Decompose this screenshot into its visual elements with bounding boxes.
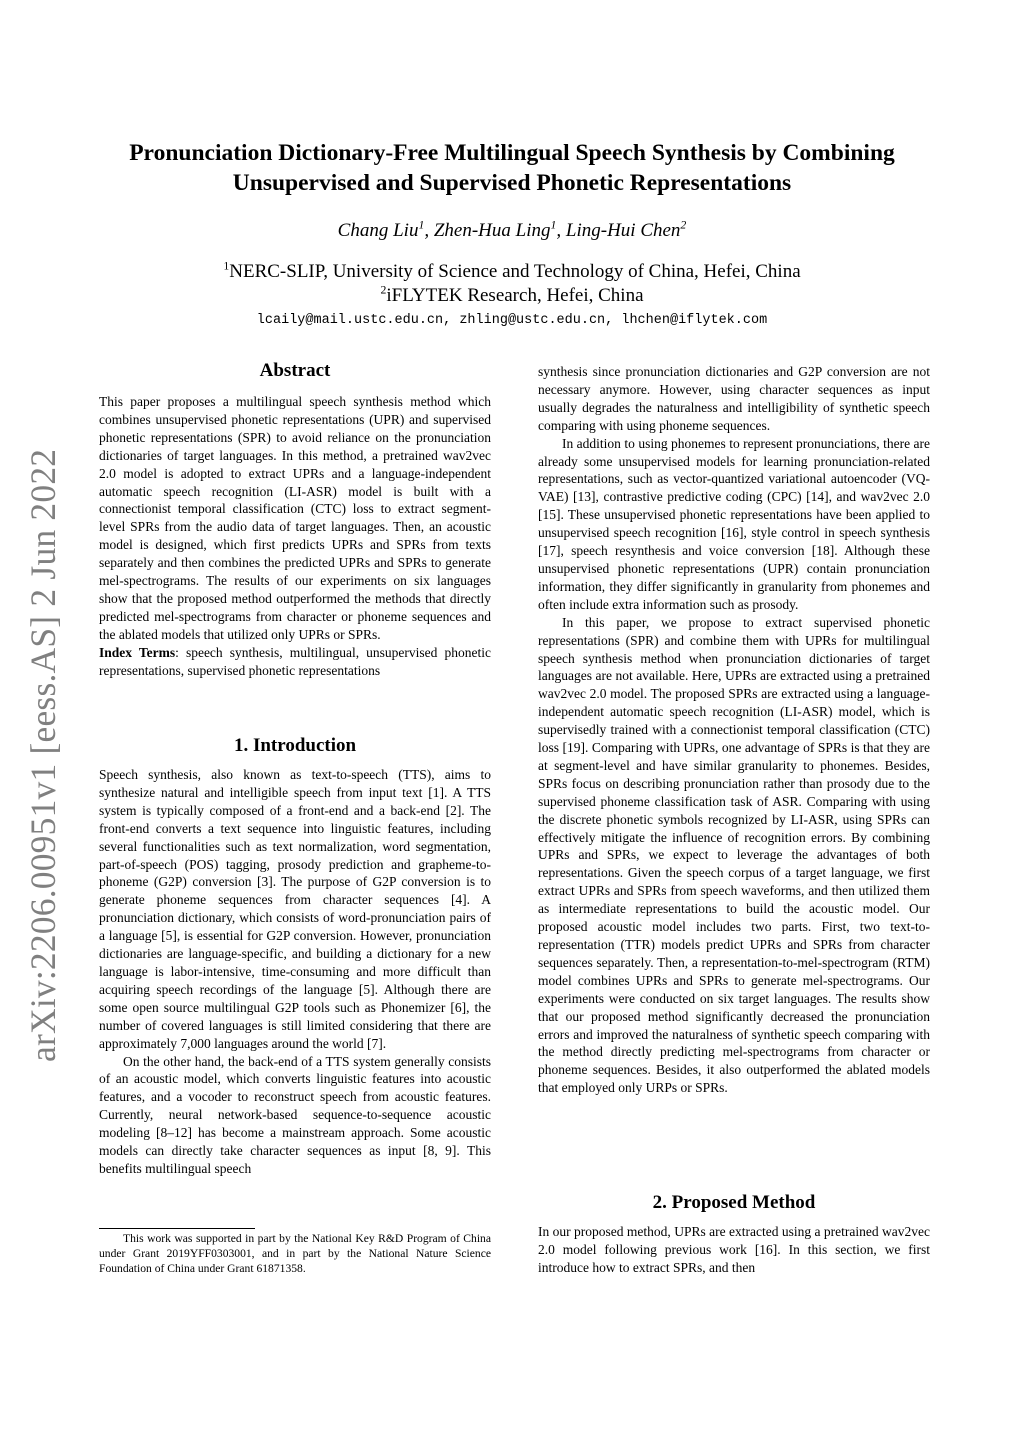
funding-footnote: This work was supported in part by the National Key R&D Program of China under Grant 2019YFF0303001, and in part by the National Nature Science Foundation of China under Grant 61871358.: [99, 1232, 491, 1276]
author-1: Chang Liu$^1$,: [337, 218, 434, 241]
intro-paragraph-1: Speech synthesis, also known as text-to-speech (TTS), aims to synthesize natural and intelligible speech from input text [1]. A TTS system is typically composed of a front-end and a back-end [2]. The front-end converts a text sequence into linguistic features, including several functionalities such as text normalization, word segmentation, part-of-speech (POS) tagging, prosody prediction and grapheme-to-phoneme (G2P) conversion [3]. The purpose of G2P conversion is to generate phoneme sequences from character sequences [4]. A pronunciation dictionary, which consists of word-pronunciation pairs of a language [5], is essential for G2P conversion. However, pronunciation dictionaries are language-specific, and building a dictionary for a new language is labor-intensive, time-consuming and more difficult than acquiring speech recordings of the language [5]. Although there are some open source multilingual G2P tools such as Phonemizer [6], the number of covered languages is still limited considering that there are approximately 7,000 languages around the world [7].: [99, 767, 491, 1051]
affiliation-1: $^1$NERC-SLIP, University of Science and Technology of China, Hefei, China: [223, 259, 801, 282]
abstract-heading: Abstract: [259, 360, 331, 381]
author-list: [90, 219, 934, 243]
intro-paragraph-5: In this paper, we propose to extract supervised phonetic representations (SPR) and combine them with UPRs for multilingual speech synthesis method when pronunciation dictionaries of target languages are not available. Here, UPRs are extracted using a pretrained wav2vec 2.0 model. The proposed SPRs are extracted using a language-independent automatic speech recognition (LI-ASR) model, which is supervisedly trained with a connectionist temporal classification (CTC) loss [19]. Comparing with UPRs, one advantage of SPRs is that they are at segment-level and have similar granularity to phonemes. Besides, SPRs focus on describing pronunciation rather than prosody due to the supervised phoneme classification task of ASR. Comparing with using the discrete phonetic symbols recognized by LI-ASR, using SPRs can effectively mitigate the influence of recognition errors. By combining UPRs and SPRs, we expect to leverage the advantages of both representations. Given the speech corpus of a target language, we first extract UPRs and SPRs from speech waveforms, and then utilized them as intermediate representations to build the acoustic model. Our proposed acoustic model includes two parts. First, two text-to-representation (TTR) models predict UPRs and SPRs from character sequences separately. Then, a representation-to-mel-spectrogram (RTM) model combines UPRs and SPRs to generate mel-spectrograms. Our experiments were conducted on six target languages. The results show that our proposed method significantly decreased the pronunciation errors and improved the naturalness of synthetic speech comparing with the method directly predicting mel-spectrograms from character or phoneme sequences. Besides, it also outperformed the ablated models that employed only URPs or SPRs.: [538, 614, 930, 1096]
abstract-body: [99, 393, 491, 680]
intro-paragraph-4: In addition to using phonemes to represent pronunciations, there are already some unsupervised models for learning pronunciation-related representations, such as vector-quantized variational autoencoder (VQ-VAE) [13], contrastive predictive coding (CPC) [14], and wav2vec 2.0 [15]. These unsupervised phonetic representations have been applied to unsupervised speech recognition [16], style control in speech synthesis [17], speech resynthesis and voice conversion [18]. Although these unsupervised phonetic representations (UPR) contain pronunciation information, they differ significantly in granularity from phonemes and often include extra information such as prosody.: [538, 435, 930, 612]
arxiv-identifier: arXiv:2206.00951v1 [eess.AS] 2 Jun 2022: [23, 448, 63, 1062]
intro-paragraph-2: On the other hand, the back-end of a TTS system generally consists of an acoustic model, which converts linguistic features into acoustic features, and a vocoder to reconstruct speech from acoustic features. Currently, neural network-based sequence-to-sequence acoustic modeling [8–12] has become a mainstream approach. Some acoustic models can directly take character sequences as input [8, 9]. This benefits multilingual speech: [99, 1053, 491, 1176]
author-emails: lcaily@mail.ustc.edu.cn, zhling@ustc.edu.cn, lhchen@iflytek.com: [256, 313, 768, 328]
author-3: Ling-Hui Chen$^2$: [565, 218, 687, 241]
affiliation-2: $^2$iFLYTEK Research, Hefei, China: [380, 283, 644, 306]
intro-paragraph-3: synthesis since pronunciation dictionaries and G2P conversion are not necessary anymore. However, using character sequences as input usually degrades the naturalness and intelligibility of synthetic speech comparing with using phoneme sequences.: [538, 364, 930, 433]
index-terms: Index Terms: speech synthesis, multilingual, unsupervised phonetic representations, supervised phonetic representations: [99, 644, 491, 678]
title-line-2: Unsupervised and Supervised Phonetic Representations: [232, 170, 792, 196]
proposed-method-heading: 2. Proposed Method: [652, 1192, 816, 1213]
introduction-heading: 1. Introduction: [233, 735, 357, 756]
introduction-right-body: [538, 363, 930, 1097]
title-line-1: Pronunciation Dictionary-Free Multilingual Speech Synthesis by Combining: [129, 140, 895, 166]
paper-title: [90, 138, 934, 198]
introduction-left-body: [99, 766, 491, 1178]
method-paragraph-1: In our proposed method, UPRs are extracted using a pretrained wav2vec 2.0 model following previous work [16]. In this section, we first introduce how to extract SPRs, and then: [538, 1224, 930, 1275]
author-2: Zhen-Hua Ling$^1$,: [433, 218, 566, 241]
proposed-method-body: [538, 1223, 930, 1277]
abstract-text: This paper proposes a multilingual speech synthesis method which combines unsupervised phonetic representations (UPR) and supervised phonetic representations (SPR) to avoid reliance on the pronunciation dictionaries of target languages. In this method, a pretrained wav2vec 2.0 model is adopted to extract UPRs and a language-independent automatic speech recognition (LI-ASR) model is built with a connectionist temporal classification (CTC) loss to extract segment-level SPRs from the audio data of target languages. Then, an acoustic model is designed, which first predicts UPRs and SPRs from texts separately and then combines the predicted UPRs and SPRs to generate mel-spectrograms. The results of our experiments on six languages show that the proposed method outperformed the methods that directly predicted mel-spectrograms from character or phoneme sequences and the ablated models that utilized only UPRs or SPRs.: [99, 394, 491, 642]
footnote-rule: [99, 1228, 255, 1229]
